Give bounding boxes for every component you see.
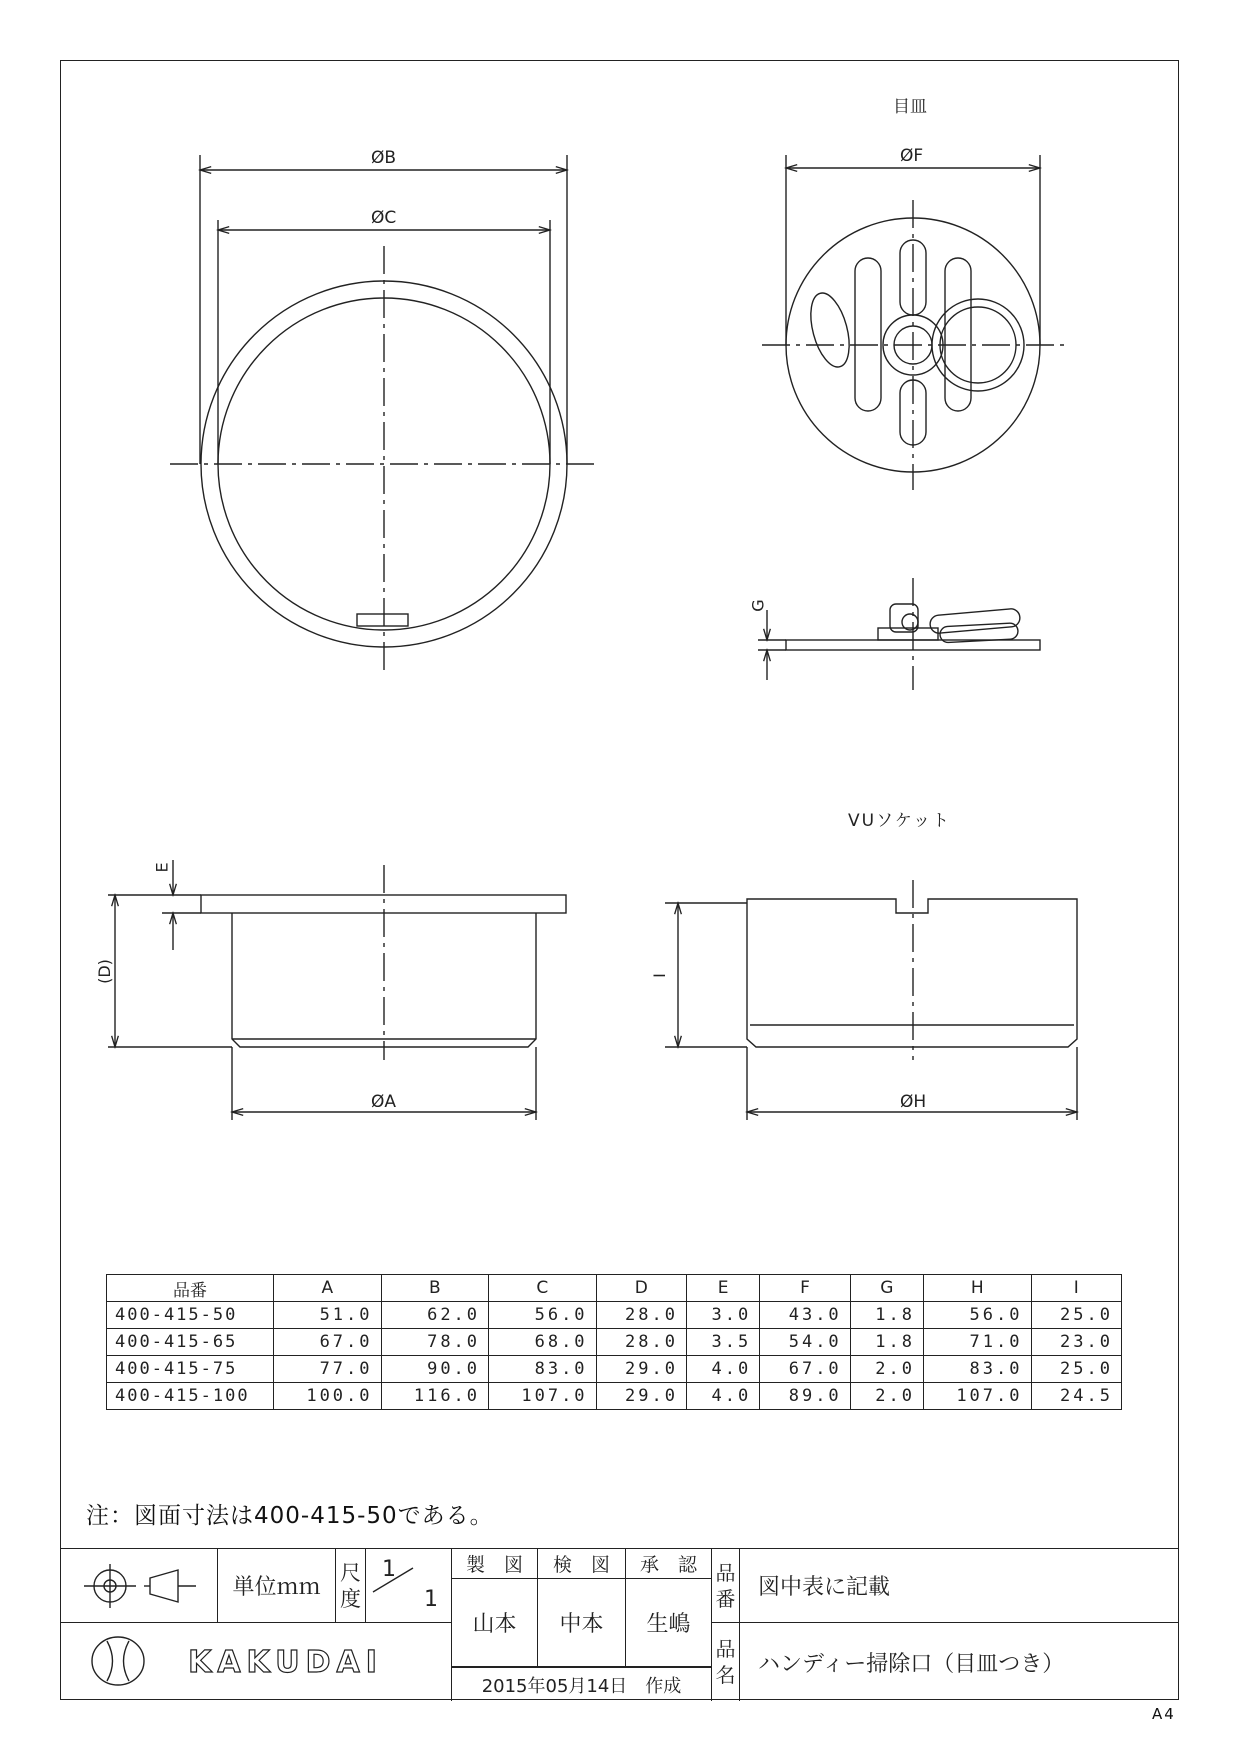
- table-header: G: [850, 1275, 923, 1302]
- plan-view: [170, 155, 598, 676]
- table-cell: 77.0: [274, 1356, 382, 1383]
- product-name: ハンディー掃除口（目皿つき）: [758, 1651, 1065, 1677]
- table-cell: 67.0: [760, 1356, 850, 1383]
- table-header: 品番: [107, 1275, 274, 1302]
- table-cell: 400-415-100: [107, 1383, 274, 1410]
- title-block: [60, 1548, 1179, 1700]
- dim-label-h: ØH: [900, 1092, 927, 1112]
- socket-title: VUソケット: [848, 811, 952, 831]
- table-cell: 68.0: [489, 1329, 597, 1356]
- name-label-1: 品: [715, 1637, 736, 1661]
- table-cell: 1.8: [850, 1329, 923, 1356]
- table-cell: 25.0: [1031, 1356, 1122, 1383]
- table-cell: 28.0: [596, 1329, 686, 1356]
- table-cell: 67.0: [274, 1329, 382, 1356]
- table-cell: 25.0: [1031, 1302, 1122, 1329]
- table-cell: 51.0: [274, 1302, 382, 1329]
- dim-label-g: G: [748, 599, 768, 612]
- unit-cell: 単位ｍｍ: [218, 1549, 336, 1623]
- checked-label: 検 図: [538, 1549, 626, 1579]
- scale-numerator: 1: [382, 1557, 396, 1582]
- drawn-label: 製 図: [452, 1549, 538, 1579]
- table-header: B: [381, 1275, 489, 1302]
- grate-view: [762, 155, 1068, 490]
- name-label: [712, 1623, 740, 1701]
- table-cell: 2.0: [850, 1356, 923, 1383]
- scale-denominator: 1: [424, 1587, 438, 1612]
- checked-by: 中本: [538, 1579, 626, 1667]
- table-cell: 29.0: [596, 1356, 686, 1383]
- approved-label: 承 認: [626, 1549, 712, 1579]
- table-cell: 24.5: [1031, 1383, 1122, 1410]
- scale-label-cell: [336, 1549, 366, 1623]
- table-cell: 89.0: [760, 1383, 850, 1410]
- scale-value-cell: [366, 1549, 452, 1623]
- table-cell: 3.5: [686, 1329, 759, 1356]
- table-cell: 4.0: [686, 1356, 759, 1383]
- dim-label-f: ØF: [900, 146, 924, 166]
- cleanout-side-view: [108, 860, 566, 1120]
- dim-label-c: ØC: [371, 208, 397, 228]
- drawing-note: 注：図面寸法は400-415-50である。: [86, 1503, 494, 1529]
- grate-title: 目皿: [893, 97, 927, 117]
- table-row: [107, 1383, 1122, 1410]
- table-cell: 83.0: [923, 1356, 1031, 1383]
- table-cell: 3.0: [686, 1302, 759, 1329]
- vu-socket-view: [665, 880, 1077, 1120]
- dim-label-i: I: [649, 973, 669, 978]
- table-header: E: [686, 1275, 759, 1302]
- dim-label-a: ØA: [371, 1092, 397, 1112]
- dim-label-e: E: [152, 862, 172, 873]
- table-cell: 1.8: [850, 1302, 923, 1329]
- date: 2015年05月14日 作成: [452, 1667, 712, 1701]
- table-cell: 29.0: [596, 1383, 686, 1410]
- scale-label-1: 尺: [340, 1560, 361, 1585]
- table-cell: 400-415-65: [107, 1329, 274, 1356]
- table-row: [107, 1329, 1122, 1356]
- scale-label-2: 度: [340, 1586, 361, 1611]
- approved-by: 生嶋: [626, 1579, 712, 1667]
- table-cell: 107.0: [923, 1383, 1031, 1410]
- table-cell: 107.0: [489, 1383, 597, 1410]
- grate-side-view: [758, 578, 1040, 690]
- table-header: I: [1031, 1275, 1122, 1302]
- table-cell: 400-415-50: [107, 1302, 274, 1329]
- table-row: [107, 1302, 1122, 1329]
- projection-cell: [60, 1549, 218, 1623]
- table-header: H: [923, 1275, 1031, 1302]
- drawn-by: 山本: [452, 1579, 538, 1667]
- table-cell: 54.0: [760, 1329, 850, 1356]
- paper-size: A4: [1152, 1705, 1176, 1723]
- table-cell: 100.0: [274, 1383, 382, 1410]
- table-cell: 71.0: [923, 1329, 1031, 1356]
- table-cell: 28.0: [596, 1302, 686, 1329]
- dim-label-b: ØB: [371, 148, 397, 168]
- part-no-value: 図中表に記載: [740, 1549, 1179, 1623]
- table-cell: 83.0: [489, 1356, 597, 1383]
- dimension-table: [106, 1274, 1122, 1410]
- table-header: F: [760, 1275, 850, 1302]
- table-header: A: [274, 1275, 382, 1302]
- table-cell: 56.0: [923, 1302, 1031, 1329]
- table-cell: 62.0: [381, 1302, 489, 1329]
- table-header-row: [107, 1275, 1122, 1302]
- table-cell: 56.0: [489, 1302, 597, 1329]
- dim-label-d: (D): [94, 959, 114, 984]
- table-header: D: [596, 1275, 686, 1302]
- table-cell: 116.0: [381, 1383, 489, 1410]
- part-no-label-1: 品: [715, 1560, 736, 1585]
- part-no-label: [712, 1549, 740, 1623]
- table-cell: 23.0: [1031, 1329, 1122, 1356]
- name-label-2: 名: [715, 1663, 736, 1687]
- table-header: C: [489, 1275, 597, 1302]
- table-cell: 78.0: [381, 1329, 489, 1356]
- table-cell: 400-415-75: [107, 1356, 274, 1383]
- table-cell: 2.0: [850, 1383, 923, 1410]
- table-cell: 90.0: [381, 1356, 489, 1383]
- part-no-label-2: 番: [715, 1586, 736, 1611]
- table-cell: 43.0: [760, 1302, 850, 1329]
- table-cell: 4.0: [686, 1383, 759, 1410]
- table-row: [107, 1356, 1122, 1383]
- company-logo: KAKUDAI: [60, 1623, 452, 1701]
